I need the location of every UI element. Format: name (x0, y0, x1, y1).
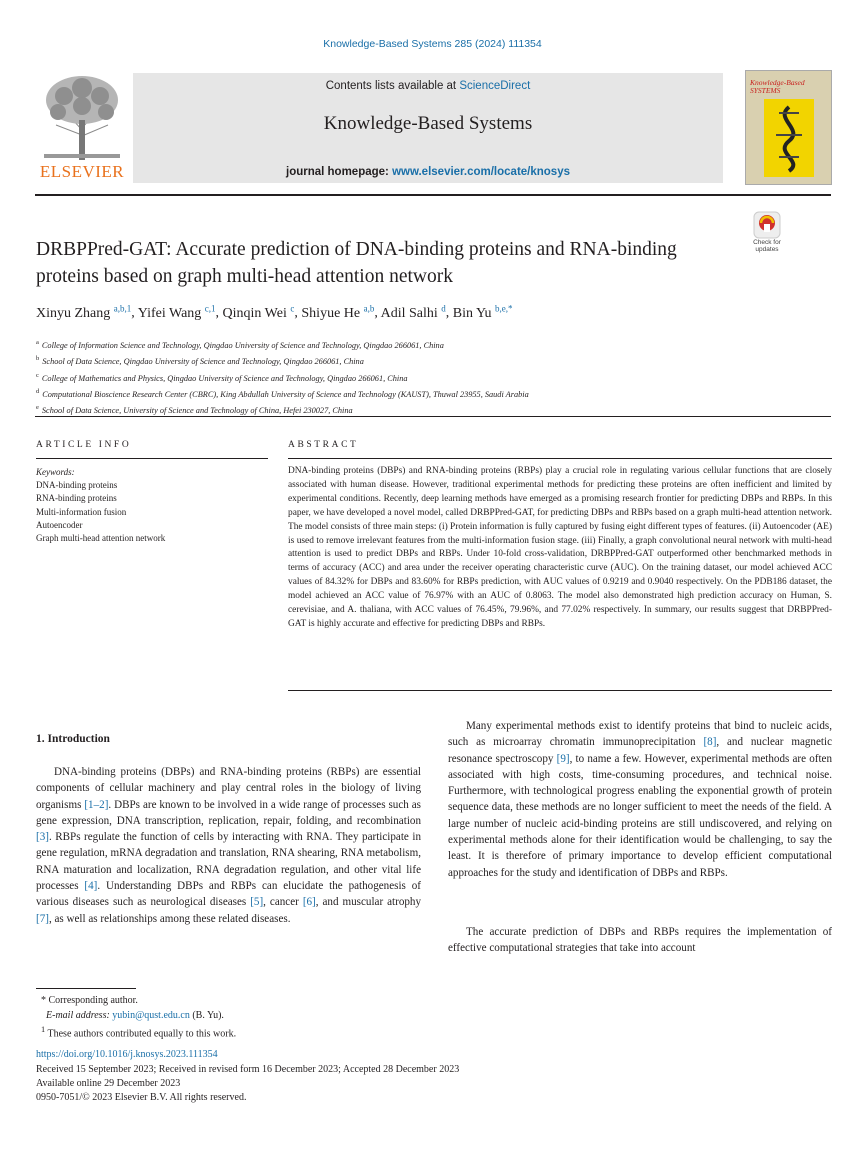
cover-title: Knowledge-Based SYSTEMS (750, 78, 805, 95)
copyright: 0950-7051/© 2023 Elsevier B.V. All rights reserved. (36, 1092, 247, 1103)
citation-link[interactable]: [7] (36, 912, 49, 925)
online-date: Available online 29 December 2023 (36, 1078, 181, 1089)
abstract-bottom-rule (288, 690, 832, 691)
contents-line (133, 80, 723, 92)
journal-homepage-link[interactable]: www.elsevier.com/locate/knosys (392, 166, 570, 178)
equal-contribution-note: $^1$ These authors contributed equally to this work. (41, 1025, 237, 1040)
cover-art-icon (764, 99, 814, 177)
author: Shiyue He $^{a,b}$ (301, 303, 375, 321)
homepage-prefix: journal homepage: (286, 166, 393, 178)
check-updates-icon (742, 210, 792, 240)
abstract-heading: ABSTRACT (288, 440, 359, 450)
check-updates-label: Check for updates (753, 239, 781, 253)
affiliation: $^e$ School of Data Science, University of Science and Technology of China, Hefei 230027, China (36, 404, 353, 415)
body-paragraph: The accurate prediction of DBPs and RBPs requires the implementation of effective computational strategies that take into account (448, 926, 832, 955)
keywords-block (36, 466, 268, 545)
citation-link[interactable]: [6] (302, 896, 316, 909)
citation-link[interactable]: [9] (556, 752, 570, 765)
header-rule (35, 194, 831, 196)
citation-link[interactable]: [8] (703, 736, 717, 749)
keyword: Graph multi-head attention network (36, 533, 166, 544)
footnote-rule (36, 988, 136, 989)
citation-link[interactable]: [4] (84, 880, 98, 893)
article-title: DRBPPred-GAT: Accurate prediction of DNA-binding proteins and RNA-binding proteins based on graph multi-head attention network (36, 239, 677, 287)
keywords-label: Keywords: (36, 467, 75, 477)
journal-cover-image[interactable] (745, 70, 832, 185)
author: Adil Salhi $^d$ (380, 303, 446, 321)
email-link[interactable]: yubin@qust.edu.cn (112, 1009, 190, 1021)
journal-name: Knowledge-Based Systems (323, 113, 533, 134)
keyword: Multi-information fusion (36, 506, 127, 517)
citation-link[interactable]: [3] (36, 831, 49, 844)
affiliation: $^d$ Computational Bioscience Research Center (CBRC), King Abdullah University of Science and Technology (KAUST), Thuwal 23955, Saudi Arabia (36, 387, 529, 399)
keyword: Autoencoder (36, 519, 83, 530)
received-dates: Received 15 September 2023; Received in revised form 16 December 2023; Accepted 28 December 2023 (36, 1064, 460, 1075)
citation-link[interactable]: [1–2] (84, 798, 109, 811)
homepage-line (133, 166, 723, 178)
body-paragraph: Many experimental methods exist to identify proteins that bind to nucleic acids, such as microarray chromatin immunoprecipitation [8], and nuclear magnetic resonance spectroscopy [9], to name a few. However, experimental methods are often associated with high costs, time-consuming procedures, and technical noise. Furthermore, with technological progress enabling the exponential growth of protein sequence data, these methods are no longer sufficient to meet the needs of the field. A large number of nucleic acid-binding proteins are still undiscovered, and relying on experimental methods alone for their identification would be challenging, to say the least. It is therefore of primary importance to develop efficient computational approaches for the study and identification of DBPs and RBPs. (448, 720, 832, 879)
section-heading-introduction: 1. Introduction (36, 733, 110, 745)
citation-link[interactable]: [5] (250, 896, 264, 909)
article-info-rule (36, 458, 268, 459)
author: Qinqin Wei $^c$ (222, 303, 295, 321)
journal-reference[interactable]: Knowledge-Based Systems 285 (2024) 111354 (323, 38, 542, 50)
section-rule (35, 416, 831, 417)
elsevier-wordmark: ELSEVIER (39, 162, 125, 181)
corresponding-note: * Corresponding author. (36, 995, 138, 1006)
body-paragraph: DNA-binding proteins (DBPs) and RNA-binding proteins (RBPs) are essential components of cellular machinery and play central roles in the biology of living organisms [1–2]. DBPs are known to be involved in a wide range of processes such as gene expression, DNA transcription, replication, repair, folding, and recombination [3]. RBPs regulate the function of cells by interacting with RNA. They participate in gene regulation, mRNA degradation and translation, RNA shearing, RNA metabolism, RNA maturation and localization, RNA degradation regulation, and other vital life processes [4]. Understanding DBPs and RBPs can elucidate the pathogenesis of various diseases such as neurological diseases [5], cancer [6], and muscular atrophy [7], as well as relationships among these related diseases. (36, 766, 422, 925)
sciencedirect-link[interactable]: ScienceDirect (459, 80, 531, 92)
author: Yifei Wang $^{c,1}$ (137, 303, 216, 321)
author: Xinyu Zhang $^{a,b,1}$ (36, 303, 132, 321)
tree-icon (34, 70, 130, 162)
affiliation: $^b$ School of Data Science, Qingdao University of Science and Technology, Qingdao 266061, China (36, 355, 364, 367)
abstract-rule (288, 458, 832, 459)
abstract-text: DNA-binding proteins (DBPs) and RNA-binding proteins (RBPs) play a crucial role in regulating various cellular functions that are closely associated with human disease. However, traditional experimental methods for predicting these proteins are often inefficient and limited by experimental conditions. Recently, deep learning methods have emerged as a promising research frontier for predicting DBPs and RBPs. In this paper, we have developed a novel model, called DRBPPred-GAT, for predicting DBPs and RBPs based on a graph multi-head attention network. The model consists of three main steps: (i) Protein information is fully captured by fusing eight different types of features. (ii) Autoencoder (AE) is used to remove irrelevant features from the multi-information fusion stage. (iii) Finally, a graph convolutional neural network with multi-head attention is used to predict DBPs and RBPs. Under 10-fold cross-validation, DRBPPred-GAT outperformed other benchmarked methods in terms of accuracy (ACC) and area under the receiver operating characteristic curve (AUC). On the training dataset, our model achieved ACC values of 84.32% for DBPs and 83.60% for RBPs prediction, with AUC values of 0.9219 and 0.9040 respectively. On the PDB186 dataset, the model achieved an ACC value of 76.97% with an AUC of 0.8063. The model also demonstrated high prediction accuracy on Human, S. cerevisiae, and A. thaliana, with ACC values of 76.45%, 79.96%, and 77.02% respectively. In summary, our results suggest that DRBPPred-GAT is highly accurate and effective for predicting DBPs and RBPs. (288, 466, 832, 629)
doi-link[interactable]: https://doi.org/10.1016/j.knosys.2023.111354 (36, 1049, 218, 1060)
article-info-heading: ARTICLE INFO (36, 440, 132, 450)
email-note: E-mail address: yubin@qust.edu.cn (B. Yu). (46, 1009, 224, 1021)
author-list: Xinyu Zhang $^{a,b,1}$, Yifei Wang $^{c,1}$, Qinqin Wei $^c$, Shiyue He $^{a,b}$, Adil Salhi $^d$, Bin Yu $^{b,e,*}$ (36, 303, 513, 321)
footnotes (36, 994, 536, 1042)
affiliation: $^c$ College of Mathematics and Physics, Qingdao University of Science and Technology, Qingdao 266061, China (36, 371, 408, 383)
author: Bin Yu $^{b,e,*}$ (452, 303, 513, 321)
contents-prefix: Contents lists available at (325, 80, 460, 92)
keyword: DNA-binding proteins (36, 480, 118, 491)
keyword: RNA-binding proteins (36, 493, 117, 504)
affiliation-list (36, 336, 836, 417)
affiliation: $^a$ College of Information Science and Technology, Qingdao University of Science and Technology, Qingdao 266061, China (36, 339, 444, 350)
